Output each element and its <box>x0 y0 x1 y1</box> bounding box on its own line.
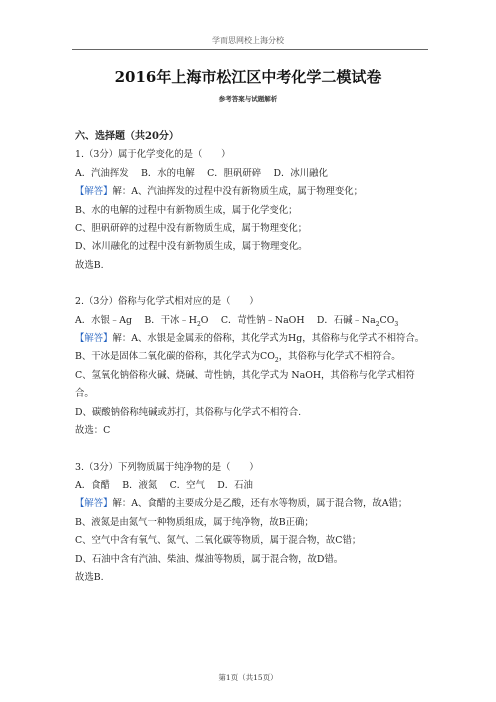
question-2-answer-line: D、碳酸钠俗称纯碱或苏打，其俗称与化学式不相符合. <box>75 406 302 418</box>
spacer <box>75 441 425 459</box>
answer-tag: 【解答】 <box>75 333 113 345</box>
answer-text: ，其俗称与化学式不相符合。 <box>278 351 401 363</box>
subscript: 3 <box>394 320 399 328</box>
option-text: A．水银﹣Ag B．干冰﹣H <box>75 314 197 326</box>
section-title: 六、选择题（共20分） <box>75 131 179 142</box>
option-text: CO <box>379 314 395 326</box>
page-header: 学而思网校上海分校 <box>212 36 284 45</box>
question-1-options: A．汽油挥发 B．水的电解 C．胆矾研碎 D．冰川融化 <box>75 167 328 179</box>
question-1-stem: 1.（3分）属于化学变化的是（ ） <box>75 149 231 161</box>
subscript: 2 <box>196 320 201 328</box>
document-body <box>75 128 425 587</box>
question-1-answer <box>75 183 425 201</box>
question-3-conclusion: 故选B. <box>75 571 104 583</box>
answer-text: 解：A、食醋的主要成分是乙酸，还有水等物质，属于混合物，故A错； <box>112 498 408 510</box>
question-3-answer-line: D、石油中含有汽油、柴油、煤油等物质，属于混合物，故D错。 <box>75 553 344 565</box>
question-3-answer-line: B、液氮是由氮气一种物质组成，属于纯净物，故B正确； <box>75 516 314 528</box>
question-3-answer <box>75 495 425 513</box>
question-1-answer-line: C、胆矾研碎的过程中没有新物质生成，属于物理变化； <box>75 223 308 235</box>
question-2-answer-line: C、氢氧化钠俗称火碱、烧碱、苛性钠，其化学式为 NaOH，其俗称与化学式相符合。 <box>75 369 415 400</box>
question-3-stem: 3.（3分）下列物质属于纯净物的是（ ） <box>75 461 259 473</box>
question-2-answer-line <box>75 348 425 366</box>
option-text: O C．苛性钠﹣NaOH D．石碱﹣Na <box>200 314 376 326</box>
question-3-answer-line: C、空气中含有氧气、氮气、二氧化碳等物质，属于混合物，故C错； <box>75 535 362 547</box>
answer-tag: 【解答】 <box>75 186 113 198</box>
header-divider <box>72 49 428 50</box>
answer-text: B、干冰是固体二氧化碳的俗称，其化学式为CO <box>75 351 275 363</box>
question-1-conclusion: 故选B. <box>75 259 104 271</box>
question-2-options <box>75 312 425 330</box>
subscript: 2 <box>375 320 380 328</box>
page-footer: 第1页（共15页） <box>218 673 278 682</box>
question-1-answer-line: D、冰川融化的过程中没有新物质生成，属于物理变化。 <box>75 241 308 253</box>
answer-text: 解：A、水银是金属汞的俗称，其化学式为Hg，其俗称与化学式不相符合。 <box>112 333 425 345</box>
document-title: 2016年上海市松江区中考化学二模试卷 <box>114 68 382 86</box>
question-3-options: A．食醋 B．液氮 C．空气 D．石油 <box>75 479 253 491</box>
answer-tag: 【解答】 <box>75 498 113 510</box>
subscript: 2 <box>274 357 279 365</box>
question-2-stem: 2.（3分）俗称与化学式相对应的是（ ） <box>75 296 259 308</box>
answer-text: 解：A、汽油挥发的过程中没有新物质生成，属于物理变化； <box>112 186 364 198</box>
question-2-conclusion: 故选：C <box>75 425 111 437</box>
document-subtitle: 参考答案与试题解析 <box>218 95 278 103</box>
question-2-answer <box>75 330 425 348</box>
spacer <box>75 275 425 293</box>
question-1-answer-line: B、水的电解的过程中有新物质生成，属于化学变化； <box>75 204 298 216</box>
